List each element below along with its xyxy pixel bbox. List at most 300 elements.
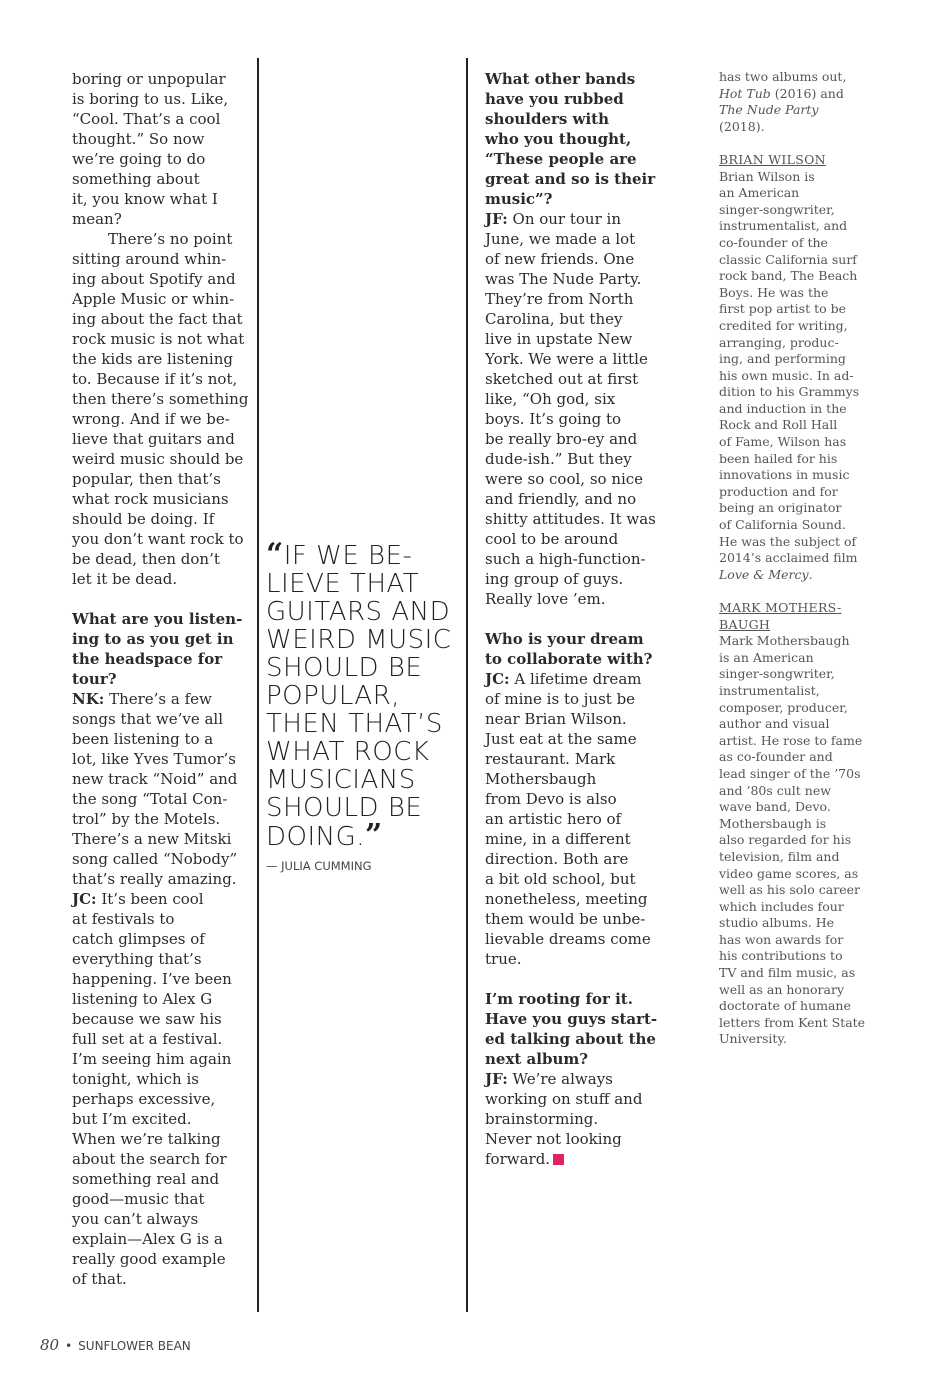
text-line	[485, 749, 665, 769]
text-line	[719, 965, 869, 982]
text-line	[72, 1009, 252, 1029]
line-text: June, we made a lot	[485, 230, 636, 248]
question-line	[485, 1029, 665, 1049]
line-text: which includes four	[719, 898, 844, 914]
text-line	[485, 369, 665, 389]
line-text: A lifetime dream	[509, 670, 642, 688]
text-line	[719, 285, 869, 302]
line-text: ing group of guys.	[485, 570, 624, 588]
text-line	[485, 529, 665, 549]
line-text: Mothersbaugh	[485, 770, 597, 788]
text-line	[72, 409, 252, 429]
text-line	[485, 229, 665, 249]
text-line	[719, 932, 869, 949]
column-rule-right	[466, 58, 468, 1312]
line-text: live in upstate New	[485, 330, 633, 348]
text-line	[485, 1109, 665, 1129]
line-text: something real and	[72, 1170, 220, 1188]
pull-quote-line: SHOULD BE	[266, 653, 423, 683]
line-text: 2014’s acclaimed film	[719, 550, 858, 566]
line-text: I’m rooting for it.	[485, 990, 633, 1008]
line-text: video game scores, as	[719, 865, 859, 881]
line-text: and friendly, and no	[485, 490, 637, 508]
line-text: them would be unbe-	[485, 910, 646, 928]
line-text: trol” by the Motels.	[72, 810, 221, 828]
text-line	[719, 301, 869, 318]
line-text: songs that we’ve all	[72, 710, 224, 728]
pull-quote-line: MUSICIANS	[266, 765, 416, 795]
paragraph-gap	[719, 583, 869, 600]
text-line	[72, 229, 252, 249]
text-line	[72, 989, 252, 1009]
text-line	[72, 729, 252, 749]
text-line	[485, 689, 665, 709]
line-text: It’s been cool	[96, 890, 204, 908]
text-line	[485, 549, 665, 569]
text-line	[719, 899, 869, 916]
line-text: Never not looking	[485, 1130, 622, 1148]
line-text: wrong. And if we be-	[72, 410, 230, 428]
line-text: ing about the fact that	[72, 310, 243, 328]
line-text: be really bro-ey and	[485, 430, 638, 448]
line-text: .	[808, 566, 813, 582]
line-text: you don’t want rock to	[72, 530, 244, 548]
text-line	[72, 449, 252, 469]
line-text: the song “Total Con-	[72, 790, 228, 808]
line-text: mean?	[72, 210, 122, 228]
text-line	[485, 809, 665, 829]
text-line	[72, 869, 252, 889]
line-text: true.	[485, 950, 522, 968]
text-line	[485, 309, 665, 329]
line-text: Brian Wilson is	[719, 168, 815, 184]
text-line	[719, 218, 869, 235]
line-text: such a high-function-	[485, 550, 646, 568]
text-line	[72, 1029, 252, 1049]
line-text: Just eat at the same	[485, 730, 637, 748]
line-text: Rock and Roll Hall	[719, 417, 838, 433]
line-text: Who is your dream	[485, 630, 644, 648]
text-line	[485, 209, 665, 229]
line-text: tour?	[72, 670, 117, 688]
line-text: the kids are listening	[72, 350, 233, 368]
line-text: let it be dead.	[72, 570, 178, 588]
text-line	[72, 789, 252, 809]
question-line	[72, 609, 252, 629]
text-line	[719, 534, 869, 551]
text-line	[72, 349, 252, 369]
line-text: They’re from North	[485, 290, 634, 308]
line-text: dition to his Grammys	[719, 384, 860, 400]
text-line	[72, 809, 252, 829]
text-line	[72, 509, 252, 529]
line-text: television, film and	[719, 848, 840, 864]
line-text: and ’80s cult new	[719, 782, 831, 798]
text-line	[719, 567, 869, 584]
text-line	[72, 529, 252, 549]
text-line	[719, 318, 869, 335]
line-text: were so cool, so nice	[485, 470, 644, 488]
text-line	[719, 517, 869, 534]
text-line	[719, 1031, 869, 1048]
text-line	[72, 429, 252, 449]
text-line	[72, 389, 252, 409]
line-text: Apple Music or whin-	[72, 290, 235, 308]
question-line	[485, 109, 665, 129]
pull-quote-line: WEIRD MUSIC	[266, 625, 452, 655]
text-line	[72, 709, 252, 729]
text-line	[485, 1089, 665, 1109]
line-text: happening. I’ve been	[72, 970, 232, 988]
text-line	[719, 351, 869, 368]
text-line	[485, 789, 665, 809]
line-text: innovations in music	[719, 467, 850, 483]
text-line	[72, 249, 252, 269]
line-text: boys. It’s going to	[485, 410, 622, 428]
pull-quote	[266, 537, 462, 853]
line-text: really good example	[72, 1250, 226, 1268]
text-line	[72, 89, 252, 109]
pull-quote-line: THEN THAT’S	[266, 709, 443, 739]
text-line	[719, 998, 869, 1015]
line-text: We’re always	[507, 1070, 613, 1088]
text-line	[719, 866, 869, 883]
line-text: studio albums. He	[719, 915, 835, 931]
line-text: is an American	[719, 649, 814, 665]
text-line	[719, 716, 869, 733]
line-text: production and for	[719, 483, 838, 499]
text-line	[719, 169, 869, 186]
line-text: Really love ’em.	[485, 590, 606, 608]
text-line	[72, 109, 252, 129]
text-line	[719, 766, 869, 783]
text-line	[485, 349, 665, 369]
text-line	[485, 949, 665, 969]
line-text: cool to be around	[485, 530, 619, 548]
text-line	[72, 149, 252, 169]
text-line	[485, 249, 665, 269]
line-text: tonight, which is	[72, 1070, 199, 1088]
line-text: to collaborate with?	[485, 650, 653, 668]
page-number: 80	[40, 1336, 60, 1354]
question-line	[485, 629, 665, 649]
line-text: about the search for	[72, 1150, 227, 1168]
text-line	[719, 733, 869, 750]
end-mark-icon	[553, 1154, 564, 1165]
text-line	[719, 982, 869, 999]
text-line	[719, 384, 869, 401]
text-line	[719, 832, 869, 849]
line-text: He was the subject of	[719, 533, 857, 549]
text-line	[719, 401, 869, 418]
footer-separator: •	[65, 1339, 73, 1353]
line-text: working on stuff and	[485, 1090, 643, 1108]
text-line	[485, 469, 665, 489]
line-text: who you thought,	[485, 130, 632, 148]
paragraph-gap	[485, 969, 665, 989]
question-line	[485, 1009, 665, 1029]
line-text: arranging, produc-	[719, 334, 839, 350]
line-text: of California Sound.	[719, 517, 846, 533]
text-line	[485, 429, 665, 449]
sidebar-heading	[719, 152, 869, 169]
text-line	[719, 368, 869, 385]
paragraph-gap	[485, 609, 665, 629]
line-text: lead singer of the ’70s	[719, 765, 861, 781]
paragraph-gap	[72, 589, 252, 609]
line-text: ing to as you get in	[72, 630, 234, 648]
line-text: rock music is not what	[72, 330, 245, 348]
line-text: we’re going to do	[72, 150, 206, 168]
line-text: full set at a festival.	[72, 1030, 223, 1048]
question-line	[485, 129, 665, 149]
line-text: “Cool. That’s a cool	[72, 110, 221, 128]
line-text: On our tour in	[507, 210, 621, 228]
line-text: the headspace for	[72, 650, 223, 668]
pull-quote-line: DOING.	[266, 822, 366, 852]
sidebar-heading	[719, 600, 869, 617]
speaker-initials: JC:	[72, 890, 97, 908]
line-text: of mine is to just be	[485, 690, 636, 708]
line-text: of that.	[72, 1270, 127, 1288]
text-line	[719, 783, 869, 800]
line-text: great and so is their	[485, 170, 656, 188]
line-text: well as his solo career	[719, 882, 860, 898]
line-text: instrumentalist, and	[719, 218, 848, 234]
question-line	[485, 189, 665, 209]
line-text: then there’s something	[72, 390, 249, 408]
line-text: dude-ish.” But they	[485, 450, 632, 468]
text-line	[72, 1129, 252, 1149]
text-line	[719, 915, 869, 932]
question-line	[485, 89, 665, 109]
line-text: was The Nude Party.	[485, 270, 642, 288]
line-text: shoulders with	[485, 110, 610, 128]
question-line	[485, 649, 665, 669]
line-text: have you rubbed	[485, 90, 624, 108]
line-text: ed talking about the	[485, 1030, 656, 1048]
text-line	[72, 69, 252, 89]
line-text: new track “Noid” and	[72, 770, 238, 788]
line-text: popular, then that’s	[72, 470, 221, 488]
line-text: (2018).	[719, 118, 765, 134]
line-text: an American	[719, 185, 800, 201]
line-text: also regarded for his	[719, 832, 852, 848]
text-line	[485, 269, 665, 289]
text-line	[719, 119, 869, 136]
text-line	[719, 252, 869, 269]
line-text: nonetheless, meeting	[485, 890, 648, 908]
text-line	[72, 1169, 252, 1189]
line-text: lievable dreams come	[485, 930, 651, 948]
line-text: lot, like Yves Tumor’s	[72, 750, 236, 768]
text-line	[719, 335, 869, 352]
line-text: his own music. In ad-	[719, 367, 854, 383]
question-line	[72, 629, 252, 649]
line-text: has won awards for	[719, 931, 844, 947]
line-text: When we’re talking	[72, 1130, 221, 1148]
line-text: direction. Both are	[485, 850, 629, 868]
pull-quote-line: IF WE BE-	[283, 541, 413, 571]
line-text: credited for writing,	[719, 317, 848, 333]
line-text: at festivals to	[72, 910, 175, 928]
line-text: of Fame, Wilson has	[719, 434, 847, 450]
line-text: Mark Mothersbaugh	[719, 633, 850, 649]
line-text: York. We were a little	[485, 350, 648, 368]
text-line	[72, 949, 252, 969]
text-line	[719, 235, 869, 252]
text-line	[719, 102, 869, 119]
line-text: restaurant. Mark	[485, 750, 616, 768]
line-text: rock band, The Beach	[719, 268, 858, 284]
text-line	[72, 1049, 252, 1069]
question-line	[485, 149, 665, 169]
line-text: from Devo is also	[485, 790, 617, 808]
text-line	[719, 86, 869, 103]
text-line	[485, 569, 665, 589]
text-line	[719, 882, 869, 899]
line-text: should be doing. If	[72, 510, 215, 528]
line-text: sitting around whin-	[72, 250, 227, 268]
text-line	[719, 550, 869, 567]
line-text: sketched out at first	[485, 370, 639, 388]
line-text: Carolina, but they	[485, 310, 623, 328]
line-text: that’s really amazing.	[72, 870, 237, 888]
text-line	[72, 569, 252, 589]
line-text: There’s no point	[108, 230, 233, 248]
speaker-initials: JC:	[485, 670, 510, 688]
text-line	[719, 633, 869, 650]
line-text: good—music that	[72, 1190, 205, 1208]
page-footer	[40, 1336, 191, 1354]
line-text: There’s a new Mitski	[72, 830, 232, 848]
line-text: a bit old school, but	[485, 870, 636, 888]
text-line	[72, 209, 252, 229]
text-line	[485, 869, 665, 889]
paragraph-gap	[719, 135, 869, 152]
line-text: you can’t always	[72, 1210, 199, 1228]
line-text: BAUGH	[719, 616, 771, 632]
text-line	[72, 969, 252, 989]
line-text: ing about Spotify and	[72, 270, 236, 288]
text-line	[72, 1249, 252, 1269]
text-line	[719, 1015, 869, 1032]
pull-quote-line: GUITARS AND	[266, 597, 451, 627]
line-text: Boys. He was the	[719, 284, 829, 300]
line-text: classic California surf	[719, 251, 857, 267]
text-line	[72, 769, 252, 789]
text-line	[485, 1129, 665, 1149]
line-text: song called “Nobody”	[72, 850, 238, 868]
text-line	[485, 389, 665, 409]
text-line	[719, 849, 869, 866]
question-line	[72, 669, 252, 689]
line-text: everything that’s	[72, 950, 202, 968]
line-text: is boring to us. Like,	[72, 90, 229, 108]
text-line	[72, 1089, 252, 1109]
line-text: boring or unpopular	[72, 70, 226, 88]
line-text: wave band, Devo.	[719, 799, 831, 815]
text-line	[72, 749, 252, 769]
line-text: music”?	[485, 190, 553, 208]
pull-quote-line: SHOULD BE	[266, 793, 423, 823]
line-text: to. Because if it’s not,	[72, 370, 238, 388]
text-line	[485, 769, 665, 789]
line-text: explain—Alex G is a	[72, 1230, 223, 1248]
speaker-initials: JF:	[485, 1070, 508, 1088]
text-line	[719, 484, 869, 501]
title-italic: Love & Mercy	[719, 566, 809, 582]
line-text: University.	[719, 1031, 787, 1047]
line-text: first pop artist to be	[719, 301, 847, 317]
section-name: SUNFLOWER BEAN	[78, 1339, 191, 1353]
text-line	[719, 451, 869, 468]
article-column-2	[485, 69, 665, 1169]
line-text: ing, and performing	[719, 351, 846, 367]
text-line	[72, 369, 252, 389]
speaker-initials: JF:	[485, 210, 508, 228]
line-text: an artistic hero of	[485, 810, 622, 828]
question-line	[485, 69, 665, 89]
line-text: TV and film music, as	[719, 965, 856, 981]
line-text: shitty attitudes. It was	[485, 510, 656, 528]
line-text: There’s a few	[104, 690, 212, 708]
line-text: author and visual	[719, 716, 830, 732]
text-line	[72, 309, 252, 329]
text-line	[72, 1209, 252, 1229]
text-line	[719, 434, 869, 451]
text-line	[719, 683, 869, 700]
speaker-initials: NK:	[72, 690, 105, 708]
line-text: near Brian Wilson.	[485, 710, 627, 728]
text-line	[72, 189, 252, 209]
line-text: listening to Alex G	[72, 990, 213, 1008]
line-text: it, you know what I	[72, 190, 218, 208]
text-line	[72, 329, 252, 349]
text-line	[485, 589, 665, 609]
column-rule-left	[257, 58, 259, 1312]
title-italic: The Nude Party	[719, 102, 819, 118]
text-line	[72, 909, 252, 929]
text-line	[72, 289, 252, 309]
text-line	[485, 669, 665, 689]
text-line	[485, 709, 665, 729]
text-line	[719, 417, 869, 434]
line-text: his contributions to	[719, 948, 843, 964]
pull-quote-line: LIEVE THAT	[266, 569, 420, 599]
line-text: What are you listen-	[72, 610, 243, 628]
text-line	[485, 509, 665, 529]
text-line	[719, 650, 869, 667]
line-text: brainstorming.	[485, 1110, 599, 1128]
text-line	[72, 129, 252, 149]
text-line	[485, 849, 665, 869]
sidebar-heading	[719, 617, 869, 634]
line-text: (2016) and	[770, 85, 844, 101]
text-line	[485, 449, 665, 469]
line-text: forward.	[485, 1150, 551, 1168]
line-text: MARK MOTHERS-	[719, 600, 842, 615]
line-text: being an originator	[719, 500, 842, 516]
text-line	[719, 948, 869, 965]
question-line	[485, 1049, 665, 1069]
open-quote-mark: “	[266, 537, 284, 572]
line-text: and induction in the	[719, 400, 847, 416]
line-text: composer, producer,	[719, 699, 848, 715]
text-line	[719, 749, 869, 766]
text-line	[72, 849, 252, 869]
text-line	[719, 268, 869, 285]
